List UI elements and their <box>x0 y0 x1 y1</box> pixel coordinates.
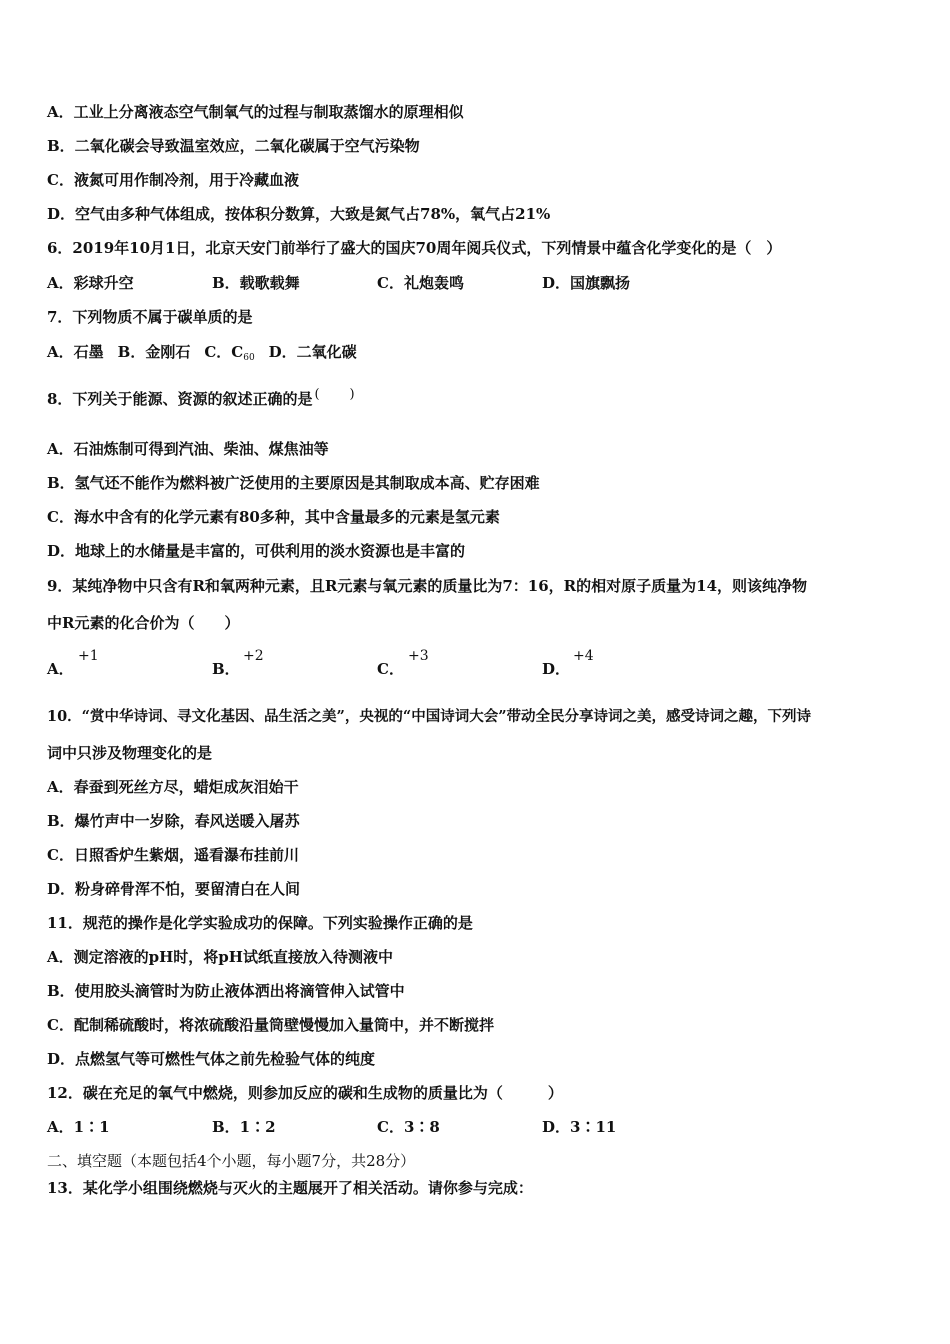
q7-option-d: D．二氧化碳 <box>268 343 357 361</box>
q10-option-b: B．爆竹声中一岁除，春风送暖入屠苏 <box>47 812 300 830</box>
q10-option-a: A．春蚕到死丝方尽，蜡炬成灰泪始干 <box>47 778 299 796</box>
q8-option-c: C．海水中含有的化学元素有80多种，其中含量最多的元素是氢元素 <box>47 508 500 526</box>
q8-option-a: A．石油炼制可得到汽油、柴油、煤焦油等 <box>47 440 329 458</box>
q9-option-c: C． <box>377 660 404 678</box>
q13-stem: 13．某化学小组围绕燃烧与灭火的主题展开了相关活动。请你参与完成： <box>47 1179 533 1197</box>
q7-option-a: A．石墨 <box>47 343 104 361</box>
q5-option-a: A．工业上分离液态空气制氧气的过程与制取蒸馏水的原理相似 <box>47 103 464 121</box>
q8-paren-open: ( <box>314 387 320 402</box>
q9-option-a: A． <box>47 660 74 678</box>
q12-stem: 12．碳在充足的氧气中燃烧，则参加反应的碳和生成物的质量比为（ ） <box>47 1084 563 1102</box>
q6-stem: 6．2019年10月1日，北京天安门前举行了盛大的国庆70周年阅兵仪式，下列情景中蕴含化学变化的是（ ） <box>47 239 782 257</box>
q12-option-d: D．3∶11 <box>542 1118 617 1136</box>
q11-option-a: A．测定溶液的pH时，将pH试纸直接放入待测液中 <box>47 948 393 966</box>
q5-option-b: B．二氧化碳会导致温室效应，二氧化碳属于空气污染物 <box>47 137 420 155</box>
q8-option-d: D．地球上的水储量是丰富的，可供利用的淡水资源也是丰富的 <box>47 542 466 560</box>
q11-option-b: B．使用胶头滴管时为防止液体洒出将滴管伸入试管中 <box>47 982 405 1000</box>
q8-option-b: B．氢气还不能作为燃料被广泛使用的主要原因是其制取成本高、贮存困难 <box>47 474 540 492</box>
q9-stem-line2: 中R元素的化合价为（ ） <box>47 614 240 632</box>
q7-option-c-subscript: 60 <box>243 353 255 363</box>
q6-option-d: D．国旗飘扬 <box>542 274 631 292</box>
q9-stem-line1: 9．某纯净物中只含有R和氧两种元素，且R元素与氧元素的质量比为7：16，R的相对原子质量为14，则该纯净物 <box>47 577 808 595</box>
q12-option-c: C．3∶8 <box>377 1118 440 1136</box>
q7-option-b: B．金刚石 <box>117 343 191 361</box>
q9-option-a-value: +1 <box>78 648 99 664</box>
q10-option-d: D．粉身碎骨浑不怕，要留清白在人间 <box>47 880 301 898</box>
q11-stem: 11．规范的操作是化学实验成功的保障。下列实验操作正确的是 <box>47 914 473 932</box>
q7-stem: 7．下列物质不属于碳单质的是 <box>47 308 253 326</box>
q9-option-b: B． <box>212 660 240 678</box>
q11-option-c: C．配制稀硫酸时，将浓硫酸沿量筒壁慢慢加入量筒中，并不断搅拌 <box>47 1016 494 1034</box>
q12-option-b: B．1∶2 <box>212 1118 276 1136</box>
q10-stem-line2: 词中只涉及物理变化的是 <box>47 744 213 762</box>
q11-option-d: D．点燃氢气等可燃性气体之前先检验气体的纯度 <box>47 1050 376 1068</box>
q9-option-d: D． <box>542 660 571 678</box>
q8-paren-close: ) <box>349 387 355 402</box>
q9-option-c-value: +3 <box>408 648 429 664</box>
q9-option-b-value: +2 <box>243 648 264 664</box>
q7-option-c: C．$C_{60}$ <box>204 343 255 363</box>
q12-option-a: A．1∶1 <box>47 1118 110 1136</box>
section-2-heading: 二、填空题（本题包括4个小题，每小题7分，共28分） <box>47 1152 416 1170</box>
q5-option-d: D．空气由多种气体组成，按体积分数算，大致是氮气占78%，氧气占21% <box>47 205 551 223</box>
q6-option-b: B．载歌载舞 <box>212 274 300 292</box>
q5-option-c: C．液氮可用作制冷剂，用于冷藏血液 <box>47 171 299 189</box>
q6-option-a: A．彩球升空 <box>47 274 134 292</box>
q9-option-d-value: +4 <box>573 648 594 664</box>
q10-stem-line1: 10．“赏中华诗词、寻文化基因、品生活之美”，央视的“中国诗词大会”带动全民分享诗词之美，感受诗词之趣，下列诗 <box>47 708 812 725</box>
q7-options <box>47 342 357 368</box>
q10-option-c: C．日照香炉生紫烟，遥看瀑布挂前川 <box>47 846 299 864</box>
q6-option-c: C．礼炮轰鸣 <box>377 274 464 292</box>
q8-stem: 8．下列关于能源、资源的叙述正确的是 ( ) <box>47 387 355 408</box>
